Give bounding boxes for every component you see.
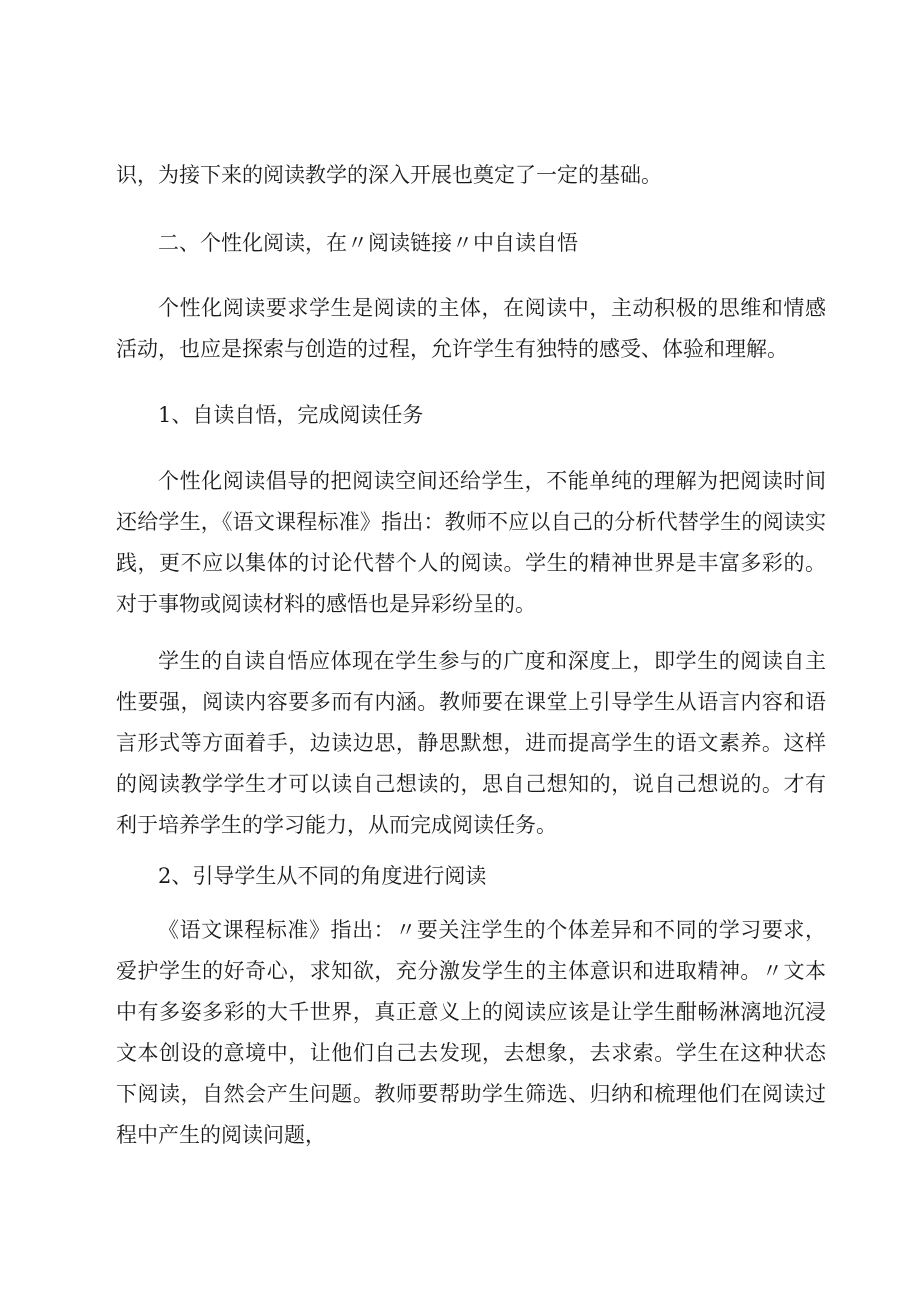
paragraph-reading-space: 个性化阅读倡导的把阅读空间还给学生，不能单纯的理解为把阅读时间还给学生，《语文课程标准》指出：教师不应以自己的分析代替学生的阅读实践，更不应以集体的讨论代替个人的阅读。学生的精神世界是丰富多彩的。对于事物或阅读材料的感悟也是异彩纷呈的。 — [116, 469, 826, 616]
paragraph-personalized-reading: 个性化阅读要求学生是阅读的主体，在阅读中，主动积极的思维和情感活动，也应是探索与创造的过程，允许学生有独特的感受、体验和理解。 — [116, 296, 826, 361]
section-heading-2: 二、个性化阅读，在〃阅读链接〃中自读自悟 — [158, 231, 578, 255]
subsection-heading-1: 1、自读自悟，完成阅读任务 — [158, 403, 424, 427]
paragraph-self-reading: 学生的自读自悟应体现在学生参与的广度和深度上，即学生的阅读自主性要强，阅读内容要多而有内涵。教师要在课堂上引导学生从语言内容和语言形式等方面着手，边读边思，静思默想，进而提高学生的语文素养。这样的阅读教学学生才可以读自己想读的，思自己想知的，说自己想说的。才有利于培养学生的学习能力，从而完成阅读任务。 — [116, 649, 826, 837]
paragraph-continuation: 识，为接下来的阅读教学的深入开展也奠定了一定的基础。 — [116, 163, 662, 187]
paragraph-curriculum-standard: 《语文课程标准》指出：〃要关注学生的个体差异和不同的学习要求，爱护学生的好奇心，求知欲，充分激发学生的主体意识和进取精神。〃文本中有多姿多彩的大千世界，真正意义上的阅读应该是让学生酣畅淋漓地沉浸文本创设的意境中，让他们自己去发现，去想象，去求索。学生在这种状态下阅读，自然会产生问题。教师要帮助学生筛选、归纳和梳理他们在阅读过程中产生的阅读问题， — [116, 918, 826, 1147]
subsection-heading-2: 2、引导学生从不同的角度进行阅读 — [158, 864, 487, 888]
